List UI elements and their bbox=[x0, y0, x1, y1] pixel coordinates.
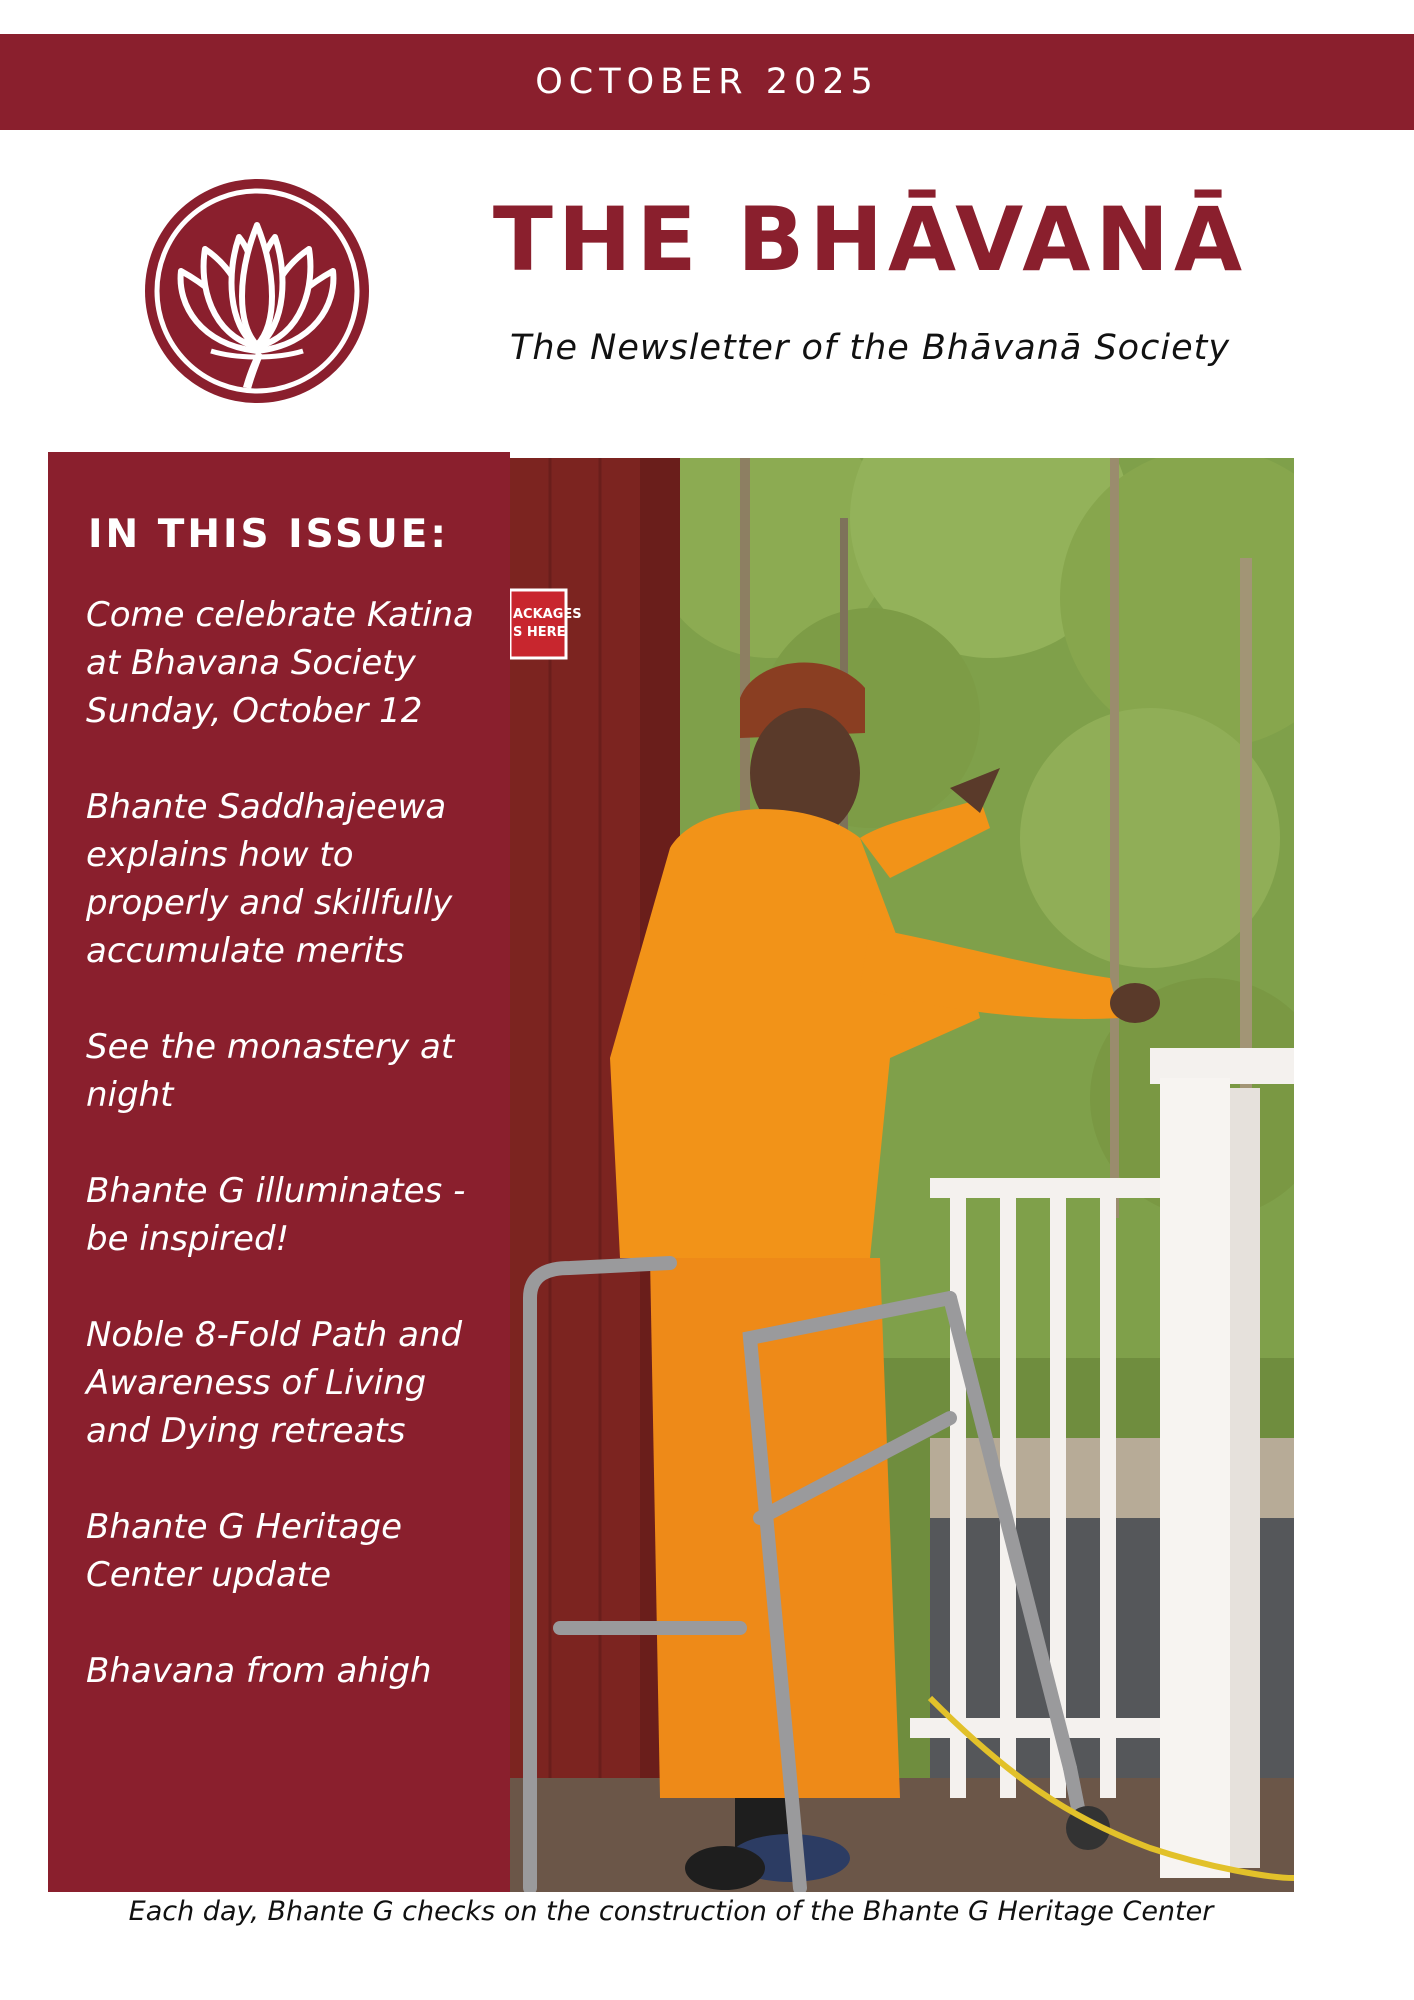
issue-item-heritage-center[interactable]: Bhante G Heritage Center update bbox=[86, 1507, 403, 1595]
issue-item-merits[interactable]: Bhante Saddhajeewa explains how to properly and skillfully accumulate merits bbox=[86, 787, 453, 971]
issue-item-bhavana-from-ahigh[interactable]: Bhavana from ahigh bbox=[86, 1651, 432, 1691]
issue-item-monastery-night[interactable]: See the monastery at night bbox=[86, 1027, 455, 1115]
newsletter-subtitle: The Newsletter of the Bhāvanā Society bbox=[509, 328, 1231, 368]
issue-item-retreats[interactable]: Noble 8-Fold Path and Awareness of Living and Dying retreats bbox=[86, 1315, 463, 1451]
issue-item-katina[interactable]: Come celebrate Katina at Bhavana Society Sunday, October 12 bbox=[86, 595, 474, 731]
sign-text-line2: S HERE bbox=[513, 625, 566, 640]
cover-photo bbox=[510, 458, 1294, 1892]
photo-caption: Each day, Bhante G checks on the construction of the Bhante G Heritage Center bbox=[128, 1896, 1214, 1927]
in-this-issue-panel bbox=[48, 452, 510, 1892]
in-this-issue-heading: IN THIS ISSUE: bbox=[88, 512, 449, 557]
lotus-logo-icon bbox=[141, 175, 373, 407]
issue-date: OCTOBER 2025 bbox=[535, 62, 879, 102]
issue-item-bhante-g-illuminates[interactable]: Bhante G illuminates - be inspired! bbox=[86, 1171, 466, 1259]
sign-text-line1: ACKAGES bbox=[513, 607, 582, 622]
date-banner bbox=[0, 34, 1414, 130]
newsletter-title: THE BHĀVANĀ bbox=[492, 188, 1248, 291]
